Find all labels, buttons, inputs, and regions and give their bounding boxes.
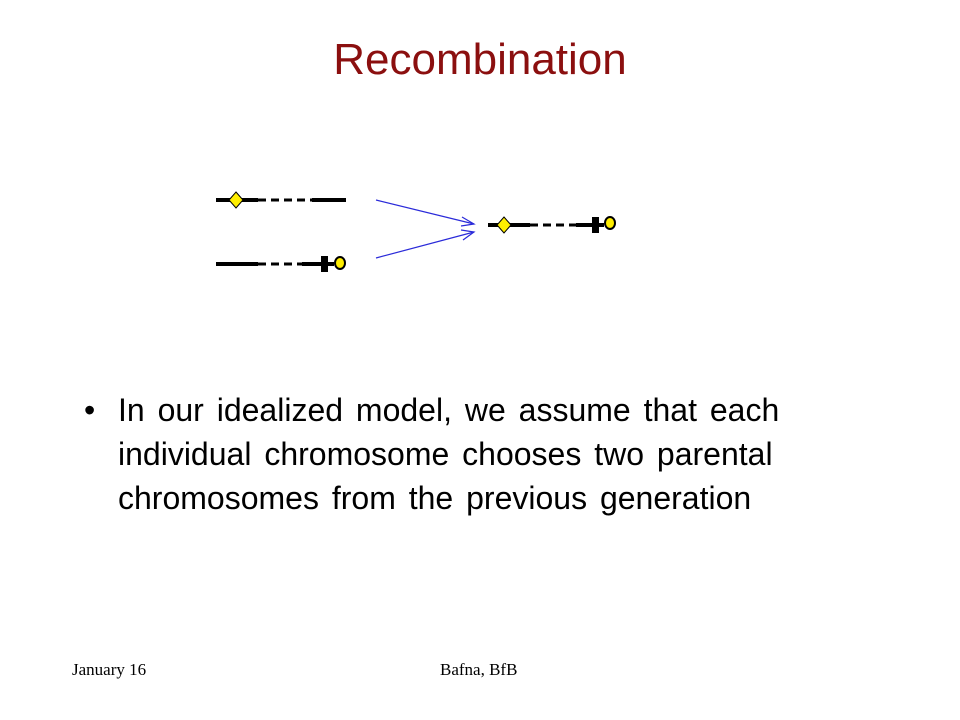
diamond-marker bbox=[229, 192, 243, 208]
arrow-top bbox=[376, 200, 474, 224]
arrow-bottom bbox=[376, 232, 474, 258]
arrows bbox=[376, 200, 474, 258]
circle-marker bbox=[605, 217, 615, 229]
bullet-marker: • bbox=[84, 392, 96, 428]
parent-chromosome-1 bbox=[216, 192, 346, 208]
slide-title: Recombination bbox=[333, 35, 627, 84]
diamond-marker bbox=[497, 217, 511, 233]
footer-date: January 16 bbox=[72, 660, 147, 679]
block-marker bbox=[321, 256, 328, 272]
bullet-item bbox=[84, 388, 884, 520]
footer-author: Bafna, BfB bbox=[440, 660, 518, 679]
child-chromosome bbox=[488, 217, 615, 233]
block-marker bbox=[592, 217, 599, 233]
bullet-text: In our idealized model, we assume that each individual chromosome chooses two parental chromosomes from the previous generation bbox=[118, 392, 780, 516]
parent-chromosome-2 bbox=[216, 256, 345, 272]
bullet-list bbox=[84, 388, 884, 520]
circle-marker bbox=[335, 257, 345, 269]
